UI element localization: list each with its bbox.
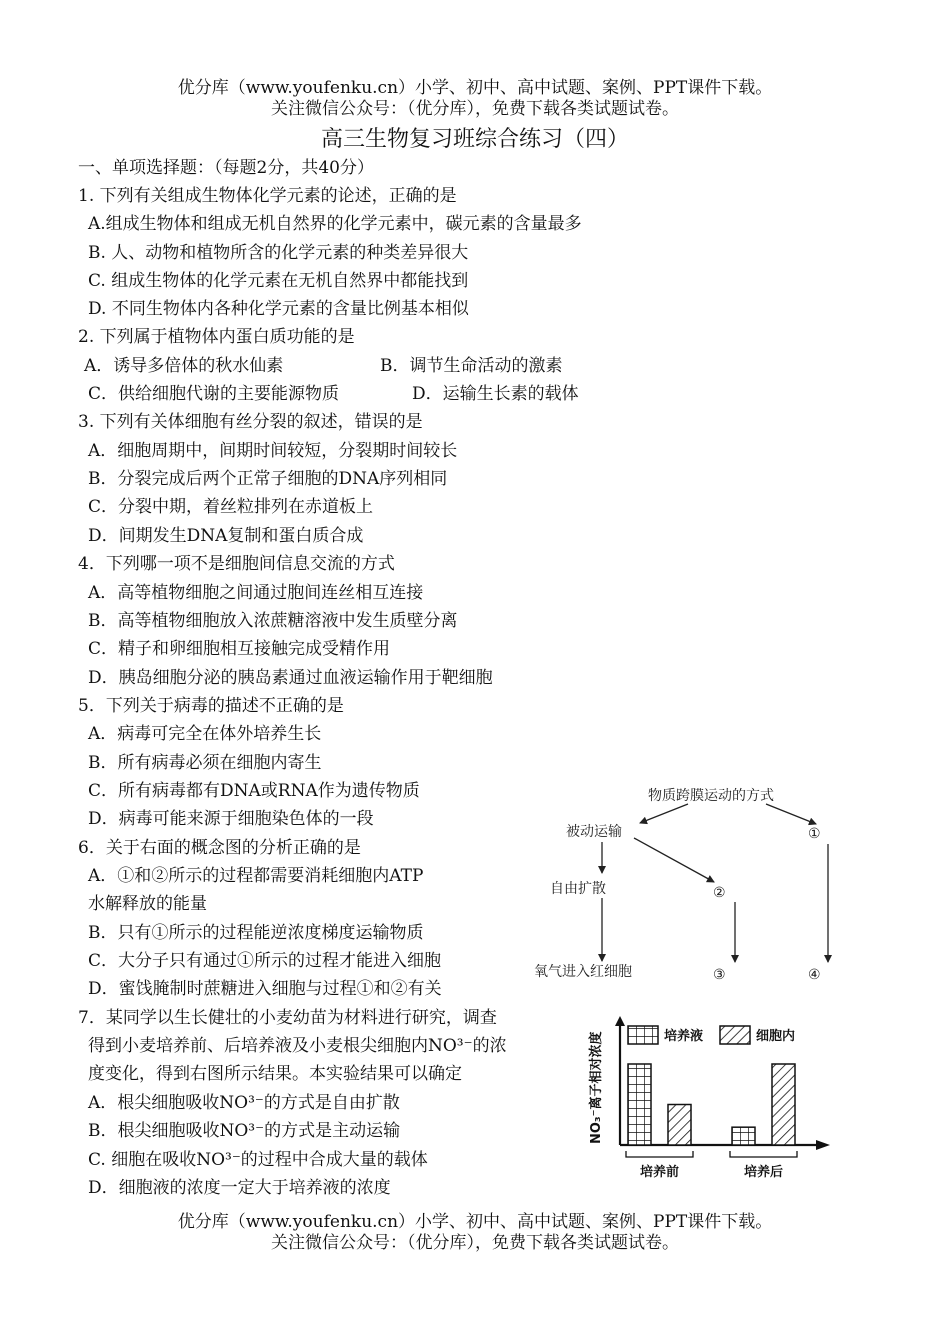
question-7-stem-line-2: 得到小麦培养前、后培养液及小麦根尖细胞内NO³⁻的浓 (88, 1036, 507, 1056)
concept-node-2: ② (713, 885, 726, 901)
question-5-stem: 5．下列关于病毒的描述不正确的是 (78, 696, 344, 716)
legend-label-1: 培养液 (664, 1029, 704, 1044)
legend-swatch-2 (720, 1026, 750, 1044)
concept-free-diffusion-label: 自由扩散 (550, 881, 606, 897)
q7-option-d: D．细胞液的浓度一定大于培养液的浓度 (88, 1178, 391, 1198)
q5-option-c: C．所有病毒都有DNA或RNA作为遗传物质 (88, 781, 420, 801)
concept-oxygen-label: 氧气进入红细胞 (534, 964, 632, 980)
question-6-stem: 6．关于右面的概念图的分析正确的是 (78, 838, 361, 858)
page-title: 高三生物复习班综合练习（四） (320, 127, 629, 152)
q3-option-c: C．分裂中期，着丝粒排列在赤道板上 (88, 497, 374, 517)
concept-map-diagram (530, 776, 850, 991)
arrow-passive-to-node-2 (634, 838, 714, 882)
legend-swatch-1 (628, 1026, 658, 1044)
q1-option-c: C. 组成生物体的化学元素在无机自然界中都能找到 (88, 271, 469, 291)
q6-option-c: C．大分子只有通过①所示的过程才能进入细胞 (88, 951, 442, 971)
q2-option-b: B．调节生命活动的激素 (380, 356, 563, 376)
category-label-2: 培养后 (743, 1165, 784, 1180)
question-2-stem: 2. 下列属于植物体内蛋白质功能的是 (78, 327, 355, 347)
section-heading: 一、单项选择题：（每题2分，共40分） (78, 158, 374, 178)
category-bracket-2 (730, 1151, 797, 1157)
chart-y-axis-label: NO₃⁻离子相对浓度 (589, 1031, 604, 1144)
chart-y-axis-arrow (615, 1016, 625, 1026)
bar-before-medium (628, 1064, 651, 1145)
q5-option-d: D．病毒可能来源于细胞染色体的一段 (88, 809, 374, 829)
q7-option-a: A．根尖细胞吸收NO³⁻的方式是自由扩散 (88, 1093, 400, 1113)
category-bracket-1 (626, 1151, 693, 1157)
arrow-root-to-passive (640, 804, 688, 823)
concept-node-3: ③ (713, 967, 726, 983)
q5-option-b: B．所有病毒必须在细胞内寄生 (88, 753, 322, 773)
q3-option-d: D．间期发生DNA复制和蛋白质合成 (88, 526, 364, 546)
q2-option-a: A．诱导多倍体的秋水仙素 (84, 356, 284, 376)
concept-node-4: ④ (808, 967, 821, 983)
question-1-stem: 1. 下列有关组成生物体化学元素的论述，正确的是 (78, 186, 457, 206)
legend-label-2: 细胞内 (756, 1029, 796, 1044)
q1-option-a: A.组成生物体和组成无机自然界的化学元素中，碳元素的含量最多 (88, 214, 582, 234)
q6-option-a-continued: 水解释放的能量 (88, 894, 207, 914)
header-line-1: 优分库（www.youfenku.cn）小学、初中、高中试题、案例、PPT课件下载。 (177, 78, 773, 98)
bar-before-cell (668, 1105, 691, 1146)
question-3-stem: 3. 下列有关体细胞有丝分裂的叙述，错误的是 (78, 412, 423, 432)
concept-passive-label: 被动运输 (566, 824, 622, 840)
footer-line-1: 优分库（www.youfenku.cn）小学、初中、高中试题、案例、PPT课件下载。 (177, 1212, 773, 1232)
bar-after-cell (772, 1064, 795, 1145)
header-line-2: 关注微信公众号：（优分库），免费下载各类试题试卷。 (271, 99, 679, 119)
question-7-stem-line-3: 度变化，得到右图所示结果。本实验结果可以确定 (88, 1064, 462, 1084)
arrow-root-to-node-1 (766, 804, 816, 824)
concept-node-1: ① (808, 826, 821, 842)
question-4-stem: 4．下列哪一项不是细胞间信息交流的方式 (78, 554, 395, 574)
q3-option-a: A．细胞周期中，间期时间较短，分裂期时间较长 (88, 441, 458, 461)
chart-x-axis-arrow (816, 1140, 830, 1150)
bar-after-medium (732, 1127, 755, 1145)
q4-option-c: C．精子和卵细胞相互接触完成受精作用 (88, 639, 391, 659)
q4-option-b: B．高等植物细胞放入浓蔗糖溶液中发生质壁分离 (88, 611, 458, 631)
q2-option-d: D．运输生长素的载体 (412, 384, 579, 404)
q4-option-d: D．胰岛细胞分泌的胰岛素通过血液运输作用于靶细胞 (88, 668, 493, 688)
q7-option-b: B．根尖细胞吸收NO³⁻的方式是主动运输 (88, 1121, 401, 1141)
q1-option-b: B. 人、动物和植物所含的化学元素的种类差异很大 (88, 243, 469, 263)
q5-option-a: A．病毒可完全在体外培养生长 (88, 724, 322, 744)
q6-option-b: B．只有①所示的过程能逆浓度梯度运输物质 (88, 923, 424, 943)
concept-root-label: 物质跨膜运动的方式 (648, 788, 774, 804)
q1-option-d: D. 不同生物体内各种化学元素的含量比例基本相似 (88, 299, 469, 319)
q7-option-c: C. 细胞在吸收NO³⁻的过程中合成大量的载体 (88, 1150, 428, 1170)
category-label-1: 培养前 (639, 1165, 680, 1180)
q3-option-b: B．分裂完成后两个正常子细胞的DNA序列相同 (88, 469, 448, 489)
q4-option-a: A．高等植物细胞之间通过胞间连丝相互连接 (88, 583, 424, 603)
question-7-stem: 7．某同学以生长健壮的小麦幼苗为材料进行研究，调查 (78, 1008, 497, 1028)
footer-line-2: 关注微信公众号：（优分库），免费下载各类试题试卷。 (271, 1233, 679, 1253)
q2-option-c: C．供给细胞代谢的主要能源物质 (88, 384, 340, 404)
q6-option-d: D．蜜饯腌制时蔗糖进入细胞与过程①和②有关 (88, 979, 442, 999)
nitrate-bar-chart (580, 1012, 840, 1187)
q6-option-a: A．①和②所示的过程都需要消耗细胞内ATP (88, 866, 424, 886)
